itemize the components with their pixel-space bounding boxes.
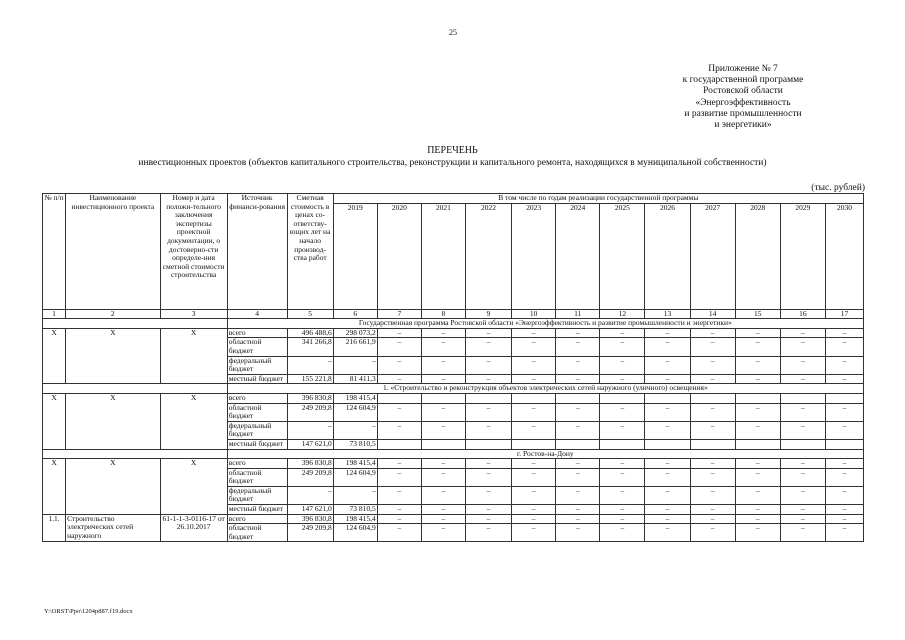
expertise-ref: 61-1-1-3-0116-17 от 26.10.2017	[160, 514, 227, 542]
project-name: Х	[66, 393, 160, 449]
column-number: 1	[43, 309, 66, 319]
section-spacer	[43, 449, 228, 459]
year-value: –	[735, 338, 780, 356]
units-label: (тыс. рублей)	[811, 183, 865, 193]
year-value: –	[421, 459, 465, 469]
funding-source: федеральный бюджет	[227, 421, 287, 439]
section-title-row	[43, 449, 864, 459]
column-number: 16	[780, 309, 825, 319]
year-value	[780, 439, 825, 449]
estimated-cost: 249 209,8	[287, 524, 333, 542]
project-name: Строительство электрических сетей наружного	[66, 514, 160, 542]
year-2019-value: 73 810,5	[333, 439, 377, 449]
year-value: –	[645, 505, 690, 515]
header-num: № п/п	[43, 194, 66, 310]
year-value: –	[377, 338, 421, 356]
year-value: –	[690, 514, 735, 524]
year-value: –	[780, 505, 825, 515]
year-value: –	[556, 374, 600, 384]
appendix-line: к государственной программе	[682, 75, 804, 86]
year-value: –	[465, 328, 511, 338]
year-value: –	[377, 374, 421, 384]
year-value: –	[465, 356, 511, 374]
year-value: –	[825, 505, 863, 515]
year-value	[645, 393, 690, 403]
row-num: 1.1.	[43, 514, 66, 542]
year-value	[377, 439, 421, 449]
year-value: –	[421, 374, 465, 384]
appendix-note	[643, 64, 843, 131]
estimated-cost: 147 621,0	[287, 439, 333, 449]
column-number: 8	[421, 309, 465, 319]
year-value: –	[377, 514, 421, 524]
column-number: 17	[825, 309, 863, 319]
year-value: –	[825, 468, 863, 486]
funding-source: всего	[227, 393, 287, 403]
year-2019-value: 216 661,9	[333, 338, 377, 356]
year-value: –	[512, 374, 556, 384]
year-value: –	[600, 374, 645, 384]
year-value: –	[600, 356, 645, 374]
year-value: –	[735, 403, 780, 421]
year-2019-value: 81 411,3	[333, 374, 377, 384]
year-value	[556, 393, 600, 403]
appendix-line: «Энергоэффективность	[695, 97, 791, 108]
year-2019-value: 73 810,5	[333, 505, 377, 515]
appendix-line: Приложение № 7	[708, 64, 778, 74]
column-number: 12	[600, 309, 645, 319]
header-year: 2028	[735, 203, 780, 309]
year-value	[377, 393, 421, 403]
column-number: 11	[556, 309, 600, 319]
year-value: –	[825, 524, 863, 542]
year-value	[512, 393, 556, 403]
header-year: 2029	[780, 203, 825, 309]
column-number: 10	[512, 309, 556, 319]
funding-source: областной бюджет	[227, 524, 287, 542]
year-value: –	[645, 356, 690, 374]
year-value: –	[556, 338, 600, 356]
header-name: Наименование инвестиционного проекта	[66, 194, 160, 310]
year-value: –	[377, 403, 421, 421]
year-value: –	[377, 468, 421, 486]
year-value: –	[512, 514, 556, 524]
year-value: –	[645, 468, 690, 486]
year-2019-value: –	[333, 421, 377, 439]
year-value: –	[780, 524, 825, 542]
estimated-cost: –	[287, 421, 333, 439]
year-value	[825, 393, 863, 403]
year-value: –	[512, 468, 556, 486]
funding-source: местный бюджет	[227, 505, 287, 515]
funding-source: областной бюджет	[227, 468, 287, 486]
year-2019-value: 298 073,2	[333, 328, 377, 338]
year-value: –	[825, 486, 863, 504]
header-year: 2026	[645, 203, 690, 309]
year-value: –	[421, 403, 465, 421]
estimated-cost: 341 266,8	[287, 338, 333, 356]
year-value: –	[556, 486, 600, 504]
section-title: Государственная программа Ростовской области «Энергоэффективность и развитие промышленности и энергетики»	[227, 319, 863, 329]
column-number: 5	[287, 309, 333, 319]
year-value: –	[825, 328, 863, 338]
year-value: –	[556, 524, 600, 542]
year-2019-value: 124 604,9	[333, 524, 377, 542]
investment-projects-table	[42, 193, 864, 542]
year-value: –	[512, 505, 556, 515]
year-value: –	[780, 459, 825, 469]
estimated-cost: 396 830,8	[287, 514, 333, 524]
section-title: г. Ростов-на-Дону	[227, 449, 863, 459]
year-value: –	[690, 421, 735, 439]
estimated-cost: –	[287, 356, 333, 374]
funding-source: местный бюджет	[227, 439, 287, 449]
year-value: –	[556, 356, 600, 374]
year-value: –	[377, 459, 421, 469]
year-value: –	[780, 486, 825, 504]
year-2019-value: 198 415,4	[333, 514, 377, 524]
header-row	[43, 194, 864, 204]
year-value	[780, 393, 825, 403]
year-value	[690, 393, 735, 403]
year-value: –	[690, 374, 735, 384]
document-title: ПЕРЕЧЕНЬ	[427, 145, 478, 156]
year-value: –	[377, 356, 421, 374]
year-value: –	[690, 338, 735, 356]
year-value: –	[735, 505, 780, 515]
year-value: –	[735, 328, 780, 338]
year-value: –	[690, 459, 735, 469]
year-value: –	[465, 338, 511, 356]
page-number: 25	[449, 28, 457, 37]
year-value: –	[825, 459, 863, 469]
year-value: –	[735, 374, 780, 384]
year-2019-value: –	[333, 356, 377, 374]
year-value: –	[600, 468, 645, 486]
year-2019-value: 198 415,4	[333, 393, 377, 403]
year-value: –	[465, 486, 511, 504]
row-num: Х	[43, 328, 66, 384]
estimated-cost: 396 830,8	[287, 459, 333, 469]
appendix-line: Ростовской области	[703, 86, 783, 97]
year-value: –	[512, 524, 556, 542]
document-subtitle: инвестиционных проектов (объектов капитального строительства, реконструкции и капитального ремонта, находящихся в муниципальной собственности)	[138, 158, 767, 168]
section-spacer	[43, 319, 228, 329]
year-value: –	[512, 459, 556, 469]
year-value: –	[465, 459, 511, 469]
year-value: –	[512, 486, 556, 504]
year-value: –	[600, 328, 645, 338]
year-value: –	[377, 328, 421, 338]
funding-source: местный бюджет	[227, 374, 287, 384]
year-value: –	[645, 524, 690, 542]
year-value	[421, 439, 465, 449]
year-2019-value: 198 415,4	[333, 459, 377, 469]
year-value	[465, 393, 511, 403]
year-value: –	[735, 486, 780, 504]
year-2019-value: 124 604,9	[333, 468, 377, 486]
column-numbers-row	[43, 309, 864, 319]
year-value: –	[377, 421, 421, 439]
year-value: –	[421, 356, 465, 374]
estimated-cost: 396 830,8	[287, 393, 333, 403]
year-value: –	[645, 486, 690, 504]
year-value: –	[690, 486, 735, 504]
expertise-ref: Х	[160, 328, 227, 384]
year-value: –	[600, 486, 645, 504]
year-value: –	[421, 514, 465, 524]
estimated-cost: 249 209,8	[287, 468, 333, 486]
year-value: –	[512, 328, 556, 338]
year-value: –	[465, 524, 511, 542]
year-value: –	[690, 328, 735, 338]
year-value: –	[421, 328, 465, 338]
row-num: Х	[43, 459, 66, 515]
column-number: 6	[333, 309, 377, 319]
year-value: –	[465, 514, 511, 524]
estimated-cost: 155 221,8	[287, 374, 333, 384]
year-value: –	[735, 514, 780, 524]
year-value: –	[645, 403, 690, 421]
year-value: –	[780, 468, 825, 486]
header-cost: Сметная стоимость в ценах со-ответству-ющих лет на начало производ-ства работ	[287, 194, 333, 310]
year-value: –	[421, 338, 465, 356]
funding-source: всего	[227, 514, 287, 524]
year-value: –	[465, 403, 511, 421]
table-row	[43, 393, 864, 403]
year-value: –	[780, 374, 825, 384]
table-row	[43, 514, 864, 524]
year-value: –	[556, 328, 600, 338]
year-value: –	[512, 421, 556, 439]
column-number: 9	[465, 309, 511, 319]
year-value: –	[465, 421, 511, 439]
section-title: 1. «Строительство и реконструкция объектов электрических сетей наружного (уличного) освещения»	[227, 384, 863, 394]
section-title-row	[43, 319, 864, 329]
year-value: –	[512, 403, 556, 421]
estimated-cost: 496 488,6	[287, 328, 333, 338]
year-value: –	[512, 338, 556, 356]
year-value	[735, 393, 780, 403]
year-value: –	[465, 374, 511, 384]
header-year: 2030	[825, 203, 863, 309]
year-value: –	[690, 524, 735, 542]
row-num: Х	[43, 393, 66, 449]
year-value: –	[600, 421, 645, 439]
year-value	[735, 439, 780, 449]
year-value: –	[825, 356, 863, 374]
header-source: Источник финанси-рования	[227, 194, 287, 310]
year-value: –	[780, 328, 825, 338]
header-year: 2024	[556, 203, 600, 309]
year-value: –	[600, 524, 645, 542]
project-name: Х	[66, 459, 160, 515]
year-value: –	[421, 421, 465, 439]
header-year: 2025	[600, 203, 645, 309]
year-value: –	[421, 524, 465, 542]
year-value: –	[556, 505, 600, 515]
year-value: –	[690, 403, 735, 421]
appendix-line: и энергетики»	[714, 120, 772, 131]
year-value: –	[735, 524, 780, 542]
table-row	[43, 328, 864, 338]
expertise-ref: Х	[160, 393, 227, 449]
funding-source: федеральный бюджет	[227, 486, 287, 504]
year-value	[600, 439, 645, 449]
table-row	[43, 459, 864, 469]
year-value: –	[825, 514, 863, 524]
header-year: 2023	[512, 203, 556, 309]
year-value: –	[735, 459, 780, 469]
year-value	[465, 439, 511, 449]
column-number: 4	[227, 309, 287, 319]
year-value: –	[377, 486, 421, 504]
header-year: 2019	[333, 203, 377, 309]
year-value: –	[512, 356, 556, 374]
file-path-footer: Y:\ORST\Ppo\1204p887.f19.docx	[44, 608, 133, 615]
year-value	[512, 439, 556, 449]
estimated-cost: 147 621,0	[287, 505, 333, 515]
header-expertise: Номер и дата положи-тельного заключения экспертизы проектной документации, о достоверно-сти определе-ния сметной стоимости строительства	[160, 194, 227, 310]
year-value	[600, 393, 645, 403]
year-value	[690, 439, 735, 449]
year-value: –	[645, 328, 690, 338]
year-value: –	[645, 421, 690, 439]
year-value: –	[690, 356, 735, 374]
year-value: –	[556, 421, 600, 439]
estimated-cost: –	[287, 486, 333, 504]
year-value	[556, 439, 600, 449]
year-value: –	[600, 403, 645, 421]
header-year: 2022	[465, 203, 511, 309]
year-value: –	[421, 486, 465, 504]
year-value	[645, 439, 690, 449]
column-number: 14	[690, 309, 735, 319]
year-value: –	[780, 356, 825, 374]
year-value: –	[735, 421, 780, 439]
year-value: –	[825, 374, 863, 384]
year-value: –	[556, 403, 600, 421]
column-number: 13	[645, 309, 690, 319]
year-value: –	[690, 505, 735, 515]
year-value: –	[556, 514, 600, 524]
year-value	[825, 439, 863, 449]
year-value: –	[600, 459, 645, 469]
year-value: –	[780, 338, 825, 356]
funding-source: областной бюджет	[227, 338, 287, 356]
year-value: –	[556, 459, 600, 469]
year-value: –	[735, 468, 780, 486]
year-value: –	[377, 524, 421, 542]
year-value: –	[421, 505, 465, 515]
header-year: 2020	[377, 203, 421, 309]
funding-source: областной бюджет	[227, 403, 287, 421]
year-value: –	[645, 514, 690, 524]
year-value: –	[600, 514, 645, 524]
funding-source: всего	[227, 328, 287, 338]
year-value: –	[735, 356, 780, 374]
header-year: 2021	[421, 203, 465, 309]
year-value: –	[377, 505, 421, 515]
year-value: –	[825, 338, 863, 356]
year-value: –	[556, 468, 600, 486]
year-value: –	[690, 468, 735, 486]
header-years-group: В том числе по годам реализации государственной программы	[333, 194, 863, 204]
header-year: 2027	[690, 203, 735, 309]
expertise-ref: Х	[160, 459, 227, 515]
section-title-row	[43, 384, 864, 394]
estimated-cost: 249 209,8	[287, 403, 333, 421]
column-number: 3	[160, 309, 227, 319]
year-value: –	[825, 403, 863, 421]
year-value: –	[780, 403, 825, 421]
year-value: –	[465, 468, 511, 486]
column-number: 2	[66, 309, 160, 319]
year-value: –	[780, 421, 825, 439]
year-2019-value: 124 604,9	[333, 403, 377, 421]
project-name: Х	[66, 328, 160, 384]
year-value: –	[825, 421, 863, 439]
appendix-line: и развитие промышленности	[684, 108, 802, 119]
year-value	[421, 393, 465, 403]
column-number: 7	[377, 309, 421, 319]
year-value: –	[465, 505, 511, 515]
year-value: –	[421, 468, 465, 486]
year-2019-value: –	[333, 486, 377, 504]
section-spacer	[43, 384, 228, 394]
year-value: –	[645, 374, 690, 384]
year-value: –	[600, 505, 645, 515]
funding-source: всего	[227, 459, 287, 469]
funding-source: федеральный бюджет	[227, 356, 287, 374]
year-value: –	[780, 514, 825, 524]
year-value: –	[600, 338, 645, 356]
year-value: –	[645, 459, 690, 469]
column-number: 15	[735, 309, 780, 319]
year-value: –	[645, 338, 690, 356]
